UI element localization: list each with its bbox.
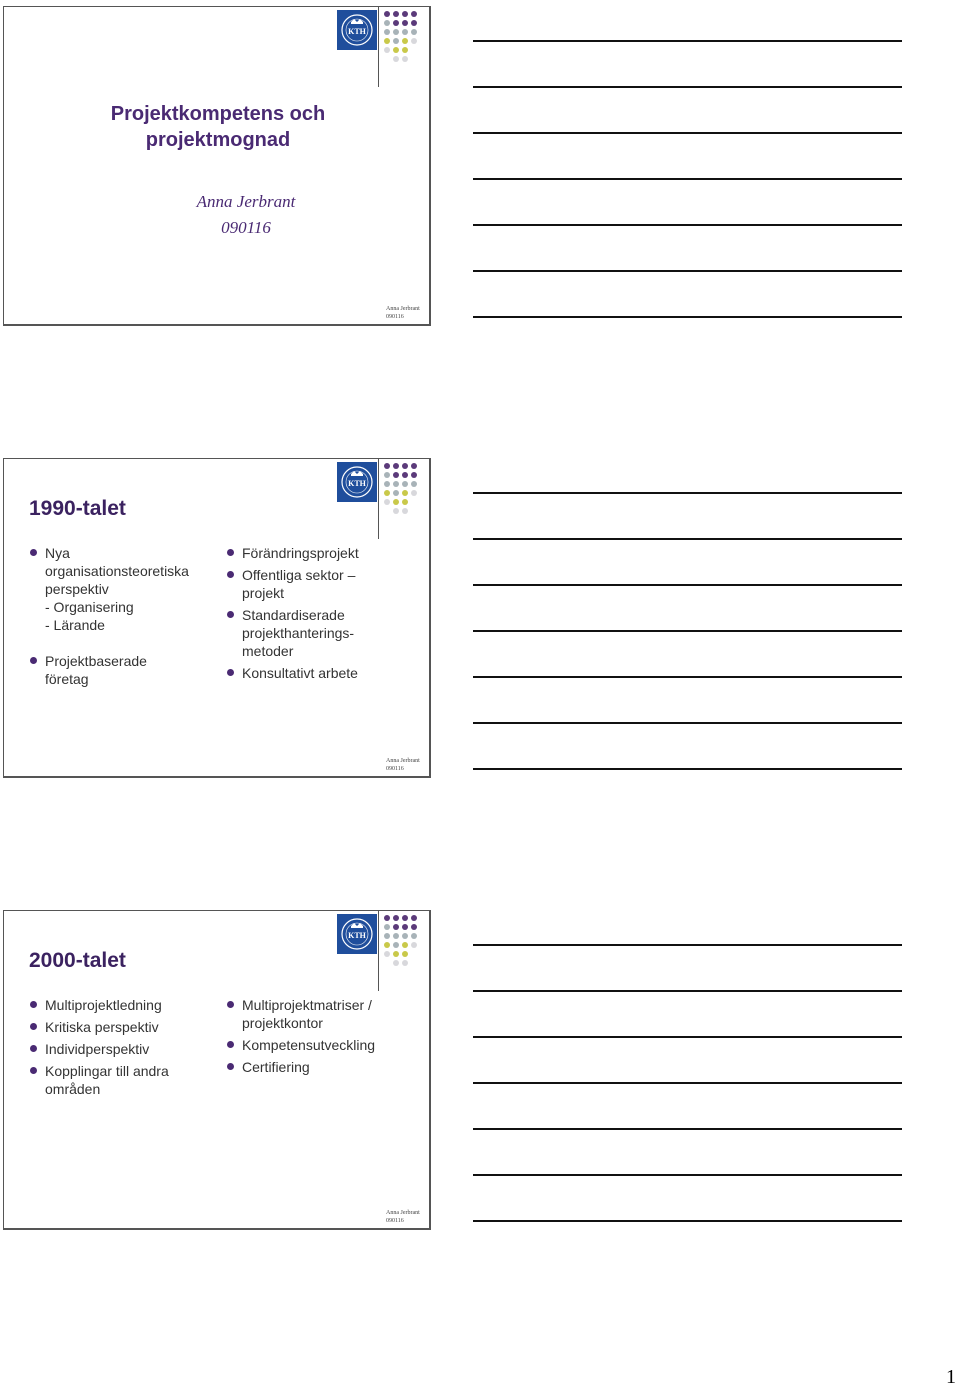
decorative-dot <box>402 951 408 957</box>
bullet-line: Kopplingar till andra <box>45 1063 169 1079</box>
footer-date: 090116 <box>386 314 404 320</box>
bullet-icon <box>30 1001 37 1008</box>
decorative-dot <box>411 942 417 948</box>
bullet-icon <box>227 611 234 618</box>
bullet-line: perspektiv <box>45 581 109 597</box>
note-line <box>473 1174 902 1176</box>
bullet-line: Kompetensutveckling <box>242 1037 376 1053</box>
note-line <box>473 492 902 494</box>
decorative-dot <box>411 463 417 469</box>
bullet-item <box>29 1040 214 1058</box>
bullet-icon <box>227 1001 234 1008</box>
decorative-dot <box>384 924 390 930</box>
decorative-dot <box>384 20 390 26</box>
bullet-line: metoder <box>242 643 294 659</box>
bullet-line: Individperspektiv <box>45 1041 150 1057</box>
bullet-item <box>226 566 426 602</box>
decorative-dot <box>393 915 399 921</box>
decorative-dot <box>411 933 417 939</box>
slide-2 <box>3 458 431 778</box>
logo-text: KTH <box>348 479 366 488</box>
note-line <box>473 944 902 946</box>
decorative-dot <box>393 47 399 53</box>
bullet-item <box>226 996 426 1032</box>
bullet-item <box>29 996 214 1014</box>
decorative-dot <box>402 942 408 948</box>
bullet-line: Nya <box>45 545 70 561</box>
footer-author: Anna Jerbrant <box>386 1210 420 1216</box>
decorative-dot <box>384 915 390 921</box>
note-line <box>473 1220 902 1222</box>
logo-text: KTH <box>348 931 366 940</box>
note-line <box>473 40 902 42</box>
vertical-divider <box>378 459 379 539</box>
note-line <box>473 270 902 272</box>
decorative-dot <box>384 472 390 478</box>
decorative-dot <box>393 20 399 26</box>
decorative-dot <box>402 47 408 53</box>
bullet-line: Projektbaserade <box>45 653 147 669</box>
decorative-dot <box>393 38 399 44</box>
decorative-dot <box>402 933 408 939</box>
decorative-dot <box>402 38 408 44</box>
bullet-item <box>226 664 426 682</box>
bullet-item <box>226 1036 426 1054</box>
note-line <box>473 316 902 318</box>
bullet-line: Certifiering <box>242 1059 310 1075</box>
footer-date: 090116 <box>386 766 404 772</box>
decorative-dot <box>411 38 417 44</box>
title-line: Projektkompetens och <box>110 103 326 125</box>
bullet-icon <box>30 1023 37 1030</box>
bullet-line: organisationsteoretiska <box>45 563 189 579</box>
note-line <box>473 1082 902 1084</box>
decorative-dot <box>384 463 390 469</box>
decorative-dot <box>411 20 417 26</box>
bullet-column-left <box>29 996 214 1102</box>
bullet-icon <box>227 1041 234 1048</box>
bullet-line: - Lärande <box>45 617 105 633</box>
decorative-dot <box>402 960 408 966</box>
title-line: projektmognad <box>145 129 291 151</box>
vertical-divider <box>378 911 379 991</box>
bullet-item <box>29 1018 214 1036</box>
decorative-dot <box>402 29 408 35</box>
bullet-icon <box>227 571 234 578</box>
note-line <box>473 1036 902 1038</box>
decorative-dot <box>384 38 390 44</box>
decorative-dot <box>384 951 390 957</box>
note-line <box>473 86 902 88</box>
bullet-line: områden <box>45 1081 101 1097</box>
bullet-line: Kritiska perspektiv <box>45 1019 159 1035</box>
bullet-line: Konsultativt arbete <box>242 665 358 681</box>
footer-author: Anna Jerbrant <box>386 758 420 764</box>
decorative-dot <box>393 29 399 35</box>
decorative-dot <box>393 490 399 496</box>
bullet-icon <box>227 1063 234 1070</box>
decorative-dot <box>402 481 408 487</box>
note-line <box>473 676 902 678</box>
decorative-dot <box>384 490 390 496</box>
footer-date: 090116 <box>386 1218 404 1224</box>
decorative-dot <box>411 924 417 930</box>
decorative-dot <box>393 508 399 514</box>
decorative-dot <box>402 20 408 26</box>
kth-logo <box>337 462 377 502</box>
bullet-item <box>29 652 214 688</box>
note-line <box>473 768 902 770</box>
author-block <box>4 189 431 241</box>
bullet-line: Multiprojektledning <box>45 997 162 1013</box>
author-name: Anna Jerbrant <box>196 192 296 211</box>
kth-logo <box>337 914 377 954</box>
author-date: 090116 <box>221 218 271 237</box>
note-line <box>473 178 902 180</box>
decorative-dot <box>411 481 417 487</box>
bullet-icon <box>30 1045 37 1052</box>
slide-title: 2000-talet <box>29 949 126 972</box>
decorative-dot <box>402 499 408 505</box>
bullet-line: projekthanterings- <box>242 625 355 641</box>
decorative-dot <box>402 56 408 62</box>
decorative-dot <box>393 472 399 478</box>
decorative-dot <box>384 47 390 53</box>
decorative-dot <box>384 942 390 948</box>
bullet-line: projekt <box>242 585 285 601</box>
decorative-dot <box>393 463 399 469</box>
decorative-dot <box>384 29 390 35</box>
decorative-dot <box>402 915 408 921</box>
note-line <box>473 132 902 134</box>
note-line <box>473 990 902 992</box>
decorative-dot <box>402 472 408 478</box>
decorative-dot <box>393 481 399 487</box>
decorative-dot <box>393 951 399 957</box>
note-line <box>473 584 902 586</box>
bullet-line: - Organisering <box>45 599 134 615</box>
note-line <box>473 224 902 226</box>
decorative-dot <box>411 915 417 921</box>
bullet-line: Förändringsprojekt <box>242 545 359 561</box>
footer-author: Anna Jerbrant <box>386 306 420 312</box>
bullet-icon <box>227 669 234 676</box>
note-line <box>473 722 902 724</box>
bullet-icon <box>30 657 37 664</box>
bullet-item <box>29 1062 214 1098</box>
slide-1 <box>3 6 431 326</box>
slide-footer <box>386 1209 420 1225</box>
decorative-dot <box>393 960 399 966</box>
bullet-item <box>226 606 426 660</box>
decorative-dot <box>384 499 390 505</box>
decorative-dot <box>402 924 408 930</box>
page-title <box>4 101 431 153</box>
bullet-line: Standardiserade <box>242 607 345 623</box>
decorative-dot <box>411 472 417 478</box>
decorative-dot <box>393 11 399 17</box>
decorative-dot <box>384 11 390 17</box>
bullet-line: Offentliga sektor – <box>242 567 356 583</box>
bullet-item <box>29 544 214 634</box>
decorative-dot <box>411 490 417 496</box>
decorative-dot <box>411 11 417 17</box>
decorative-dot <box>384 481 390 487</box>
bullet-icon <box>30 549 37 556</box>
vertical-divider <box>378 7 379 87</box>
decorative-dot <box>402 463 408 469</box>
bullet-column-left <box>29 544 214 692</box>
logo-text: KTH <box>348 27 366 36</box>
slide-footer <box>386 757 420 773</box>
bullet-column-right <box>226 544 426 686</box>
bullet-icon <box>30 1067 37 1074</box>
decorative-dot <box>393 499 399 505</box>
decorative-dot <box>393 942 399 948</box>
bullet-icon <box>227 549 234 556</box>
decorative-dot <box>393 933 399 939</box>
kth-logo <box>337 10 377 50</box>
decorative-dot <box>402 11 408 17</box>
note-line <box>473 1128 902 1130</box>
bullet-column-right <box>226 996 426 1080</box>
slide-footer <box>386 305 420 321</box>
note-line <box>473 538 902 540</box>
bullet-item <box>226 544 426 562</box>
note-line <box>473 630 902 632</box>
decorative-dot <box>393 924 399 930</box>
slide-3 <box>3 910 431 1230</box>
bullet-item <box>226 1058 426 1076</box>
bullet-line: projektkontor <box>242 1015 323 1031</box>
bullet-line: Multiprojektmatriser / <box>242 997 372 1013</box>
decorative-dot <box>402 508 408 514</box>
decorative-dot <box>402 490 408 496</box>
bullet-line: företag <box>45 671 89 687</box>
decorative-dot <box>384 933 390 939</box>
slide-title: 1990-talet <box>29 497 126 520</box>
decorative-dot <box>411 29 417 35</box>
decorative-dot <box>393 56 399 62</box>
page-number: 1 <box>946 1366 956 1388</box>
